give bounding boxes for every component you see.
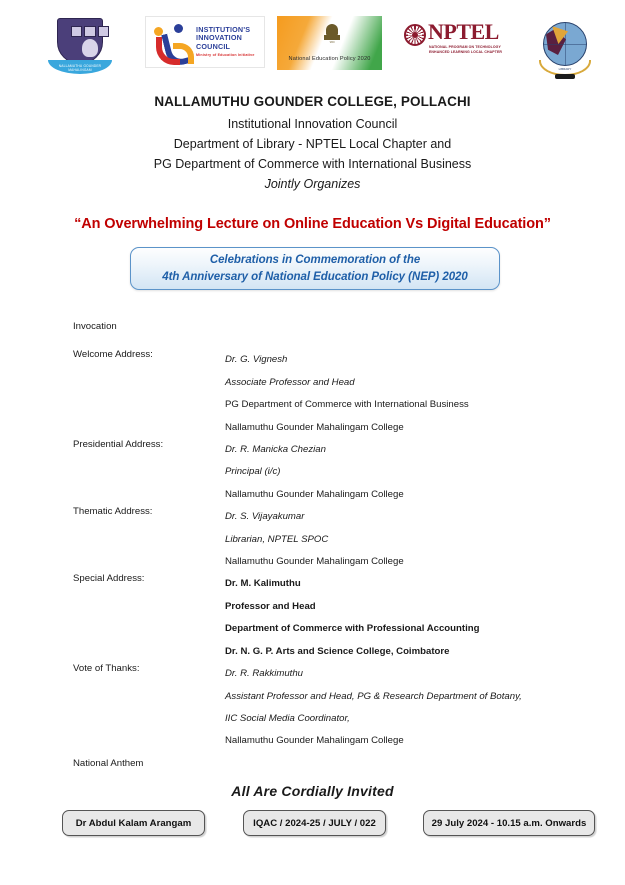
program-rows [73,349,583,752]
nptel-wheel-icon [404,24,426,46]
crest-ribbon-text: NALLAMUTHU GOUNDER MAHALINGAM [58,64,102,72]
logo-bar [0,16,625,84]
lecture-title: “An Overwhelming Lecture on Online Education Vs Digital Education” [74,216,551,232]
program-detail-line: Nallamuthu Gounder Mahalingam College [225,556,404,568]
program-row [73,506,583,573]
program-row [73,439,583,506]
program-detail-line: Associate Professor and Head [225,376,355,388]
program-row [73,573,583,663]
iic-line-2: INNOVATION [196,33,243,43]
iic-wordmark [196,26,255,58]
program-detail-line: Dr. N. G. P. Arts and Science College, Coimbatore [225,645,450,657]
datetime-chip: 29 July 2024 - 10.15 a.m. Onwards [423,810,595,836]
emblem-caption: भारत [329,41,335,44]
globe-caption: LIBRARY [558,67,572,71]
crest-figure [82,39,98,57]
crest-cell [71,26,82,37]
crest-emblem-row [71,26,109,37]
national-education-policy-logo [277,16,382,70]
nep-anniversary-banner [130,247,500,290]
program-row-label: Thematic Address: [73,506,153,518]
program-row-values [225,439,583,506]
program-row [73,349,583,439]
crest-ribbon [48,60,112,74]
crest-cell [98,26,109,37]
program-detail-line: Nallamuthu Gounder Mahalingam College [225,488,404,500]
iic-mark-icon [152,23,192,63]
program-detail-line: Nallamuthu Gounder Mahalingam College [225,421,404,433]
program-row-values [225,506,583,573]
program-schedule [73,316,583,775]
college-name: NALLAMUTHU GOUNDER COLLEGE, POLLACHI [154,94,471,109]
header-block [0,94,625,191]
india-emblem-icon [324,24,340,46]
nptel-wordmark: NPTEL [428,19,499,44]
nptel-subtitle [429,45,502,54]
program-detail-line: IIC Social Media Coordinator, [225,712,350,724]
nep-banner-line-2: 4th Anniversary of National Education Policy (NEP) 2020 [162,270,468,283]
program-detail-line: Department of Commerce with Professional Accounting [225,623,480,635]
program-row-label: Vote of Thanks: [73,663,140,675]
iic-orange-swoosh [173,43,194,64]
program-row-values [225,573,583,663]
venue-chip: Dr Abdul Kalam Arangam [62,810,205,836]
library-globe-logo [533,16,595,82]
program-detail-line: Principal (i/c) [225,466,281,478]
iic-line-3: COUNCIL [196,41,231,51]
program-detail-line: Dr. M. Kalimuthu [225,578,301,590]
institutions-innovation-council-logo [145,16,265,68]
program-detail-line: PG Department of Commerce with International Business [225,399,469,411]
crest-shield [57,18,103,64]
program-detail-line: Nallamuthu Gounder Mahalingam College [225,735,404,747]
nptel-sub-line-2: ENHANCED LEARNING LOCAL CHAPTER [429,49,503,54]
program-detail-line: Assistant Professor and Head, PG & Research Department of Botany, [225,690,522,702]
program-detail-line: Dr. R. Rakkimuthu [225,668,304,680]
program-detail-line: Dr. S. Vijayakumar [225,511,305,523]
program-detail-line: Professor and Head [225,600,316,612]
reference-number-chip: IQAC / 2024-25 / JULY / 022 [243,810,386,836]
program-item-national-anthem: National Anthem [73,757,144,769]
program-detail-line: Dr. R. Manicka Chezian [225,444,326,456]
program-item-invocation: Invocation [73,321,117,332]
program-row [73,663,583,753]
nptel-sub-line-1: NATIONAL PROGRAM ON TECHNOLOGY [429,45,501,49]
iic-line-1: INSTITUTION'S [196,25,251,34]
globe-base [555,74,575,79]
program-row-values [225,663,583,753]
iic-subtitle: Ministry of Education Initiative [196,53,255,58]
program-detail-line: Librarian, NPTEL SPOC [225,533,329,545]
organizer-line-1: Institutional Innovation Council [227,117,398,131]
program-row-label: Special Address: [73,573,145,585]
organizer-line-3: PG Department of Commerce with International Business [153,157,472,171]
program-row-label: Presidential Address: [73,439,164,451]
nep-banner-line-1: Celebrations in Commemoration of the [209,254,421,267]
program-row-label: Welcome Address: [73,349,153,361]
program-detail-line: Dr. G. Vignesh [225,354,288,366]
invitation-text: All Are Cordially Invited [231,783,394,799]
program-row-values [225,349,583,439]
college-crest-logo [48,16,112,82]
nep-logo-label: National Education Policy 2020 [288,56,371,62]
jointly-organizes-text: Jointly Organizes [264,177,361,191]
organizer-line-2: Department of Library - NPTEL Local Chapter and [173,137,452,151]
nptel-logo [404,16,514,60]
program-spacer [73,338,583,349]
crest-cell [84,26,95,37]
